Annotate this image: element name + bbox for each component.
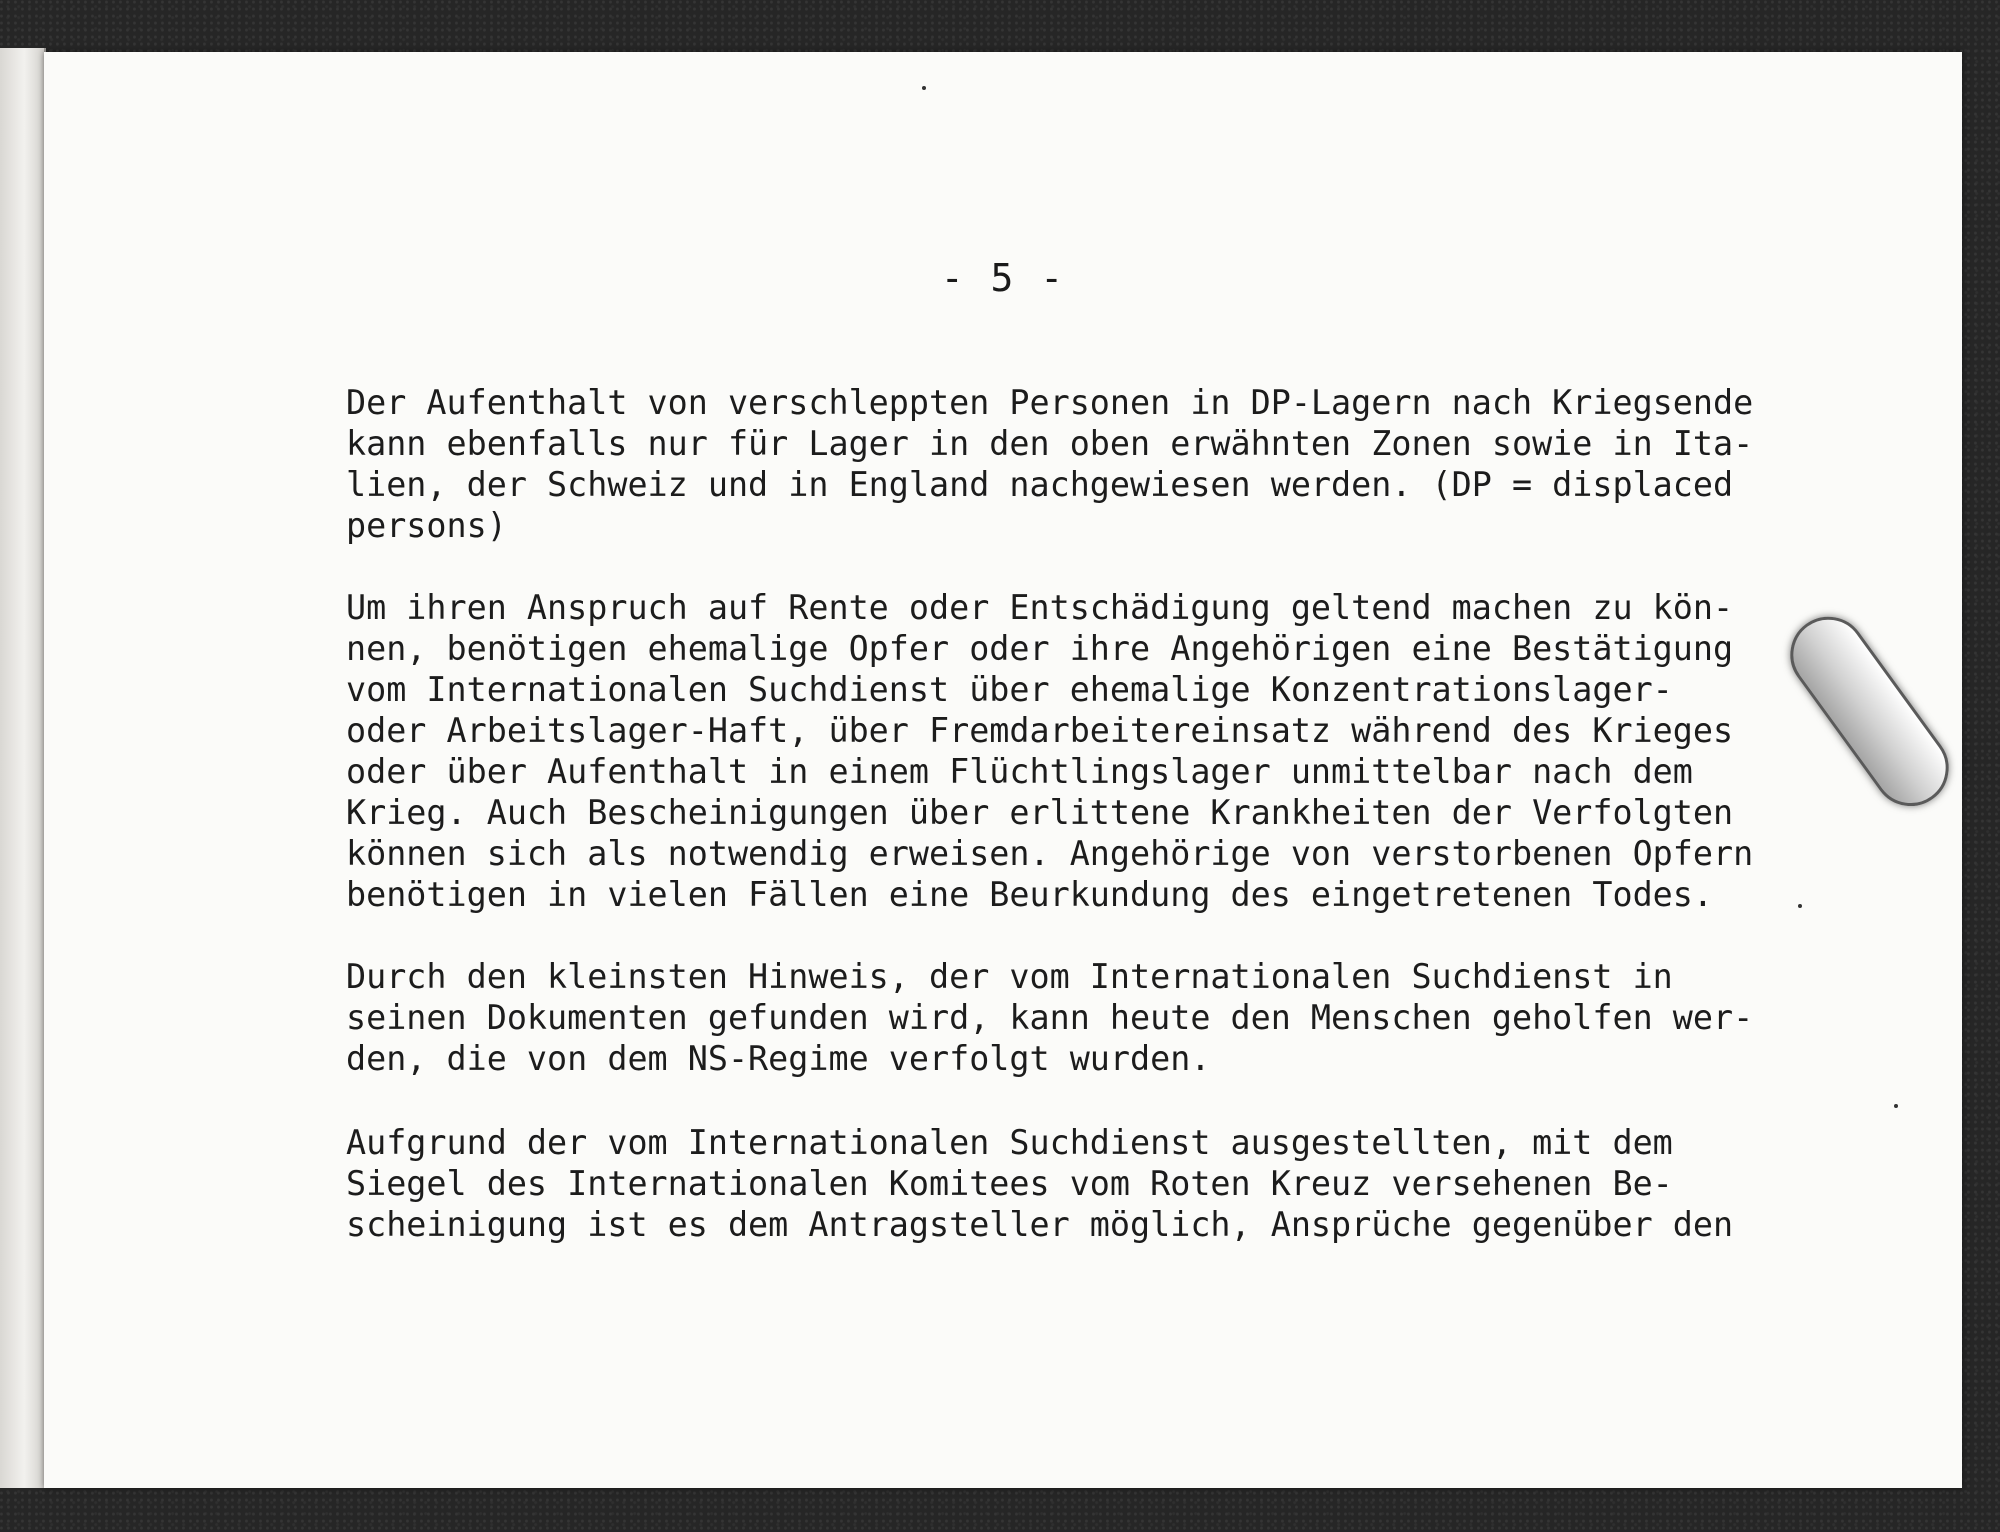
text-line: oder Arbeitslager-Haft, über Fremdarbeitereinsatz während des Krieges — [346, 711, 1734, 750]
text-line: oder über Aufenthalt in einem Flüchtlingslager unmittelbar nach dem — [346, 752, 1693, 791]
text-line: Siegel des Internationalen Komitees vom Roten Kreuz versehenen Be- — [346, 1164, 1673, 1203]
paragraph-hints — [346, 956, 1846, 1079]
text-line: Krieg. Auch Bescheinigungen über erlittene Krankheiten der Verfolgten — [346, 793, 1734, 832]
paragraph-certificate — [346, 1122, 1846, 1245]
paper-speck — [1894, 1104, 1898, 1108]
text-line: kann ebenfalls nur für Lager in den oben erwähnten Zonen sowie in Ita- — [346, 424, 1754, 463]
text-line: Aufgrund der vom Internationalen Suchdienst ausgestellten, mit dem — [346, 1123, 1673, 1162]
paper-speck — [1798, 904, 1802, 908]
text-line: Um ihren Anspruch auf Rente oder Entschädigung geltend machen zu kön- — [346, 588, 1734, 627]
text-line: vom Internationalen Suchdienst über ehemalige Konzentrationslager- — [346, 670, 1673, 709]
text-line: Durch den kleinsten Hinweis, der vom Internationalen Suchdienst in — [346, 957, 1673, 996]
text-line: den, die von dem NS-Regime verfolgt wurden. — [346, 1039, 1211, 1078]
text-line: benötigen in vielen Fällen eine Beurkundung des eingetretenen Todes. — [346, 875, 1713, 914]
text-line: können sich als notwendig erweisen. Angehörige von verstorbenen Opfern — [346, 834, 1754, 873]
text-line: seinen Dokumenten gefunden wird, kann heute den Menschen geholfen wer- — [346, 998, 1754, 1037]
paragraph-claims — [346, 587, 1846, 915]
text-line: lien, der Schweiz und in England nachgewiesen werden. (DP = displaced — [346, 465, 1734, 504]
text-line: nen, benötigen ehemalige Opfer oder ihre Angehörigen eine Bestätigung — [346, 629, 1734, 668]
paragraph-dp-camps — [346, 382, 1846, 546]
page-number: - 5 - — [940, 256, 1066, 300]
previous-page-edge — [0, 48, 46, 1488]
text-line: scheinigung ist es dem Antragsteller möglich, Ansprüche gegenüber den — [346, 1205, 1734, 1244]
text-line: persons) — [346, 506, 507, 545]
text-line: Der Aufenthalt von verschleppten Personen in DP-Lagern nach Kriegsende — [346, 383, 1754, 422]
paper-speck — [922, 86, 926, 90]
document-page — [44, 52, 1962, 1488]
